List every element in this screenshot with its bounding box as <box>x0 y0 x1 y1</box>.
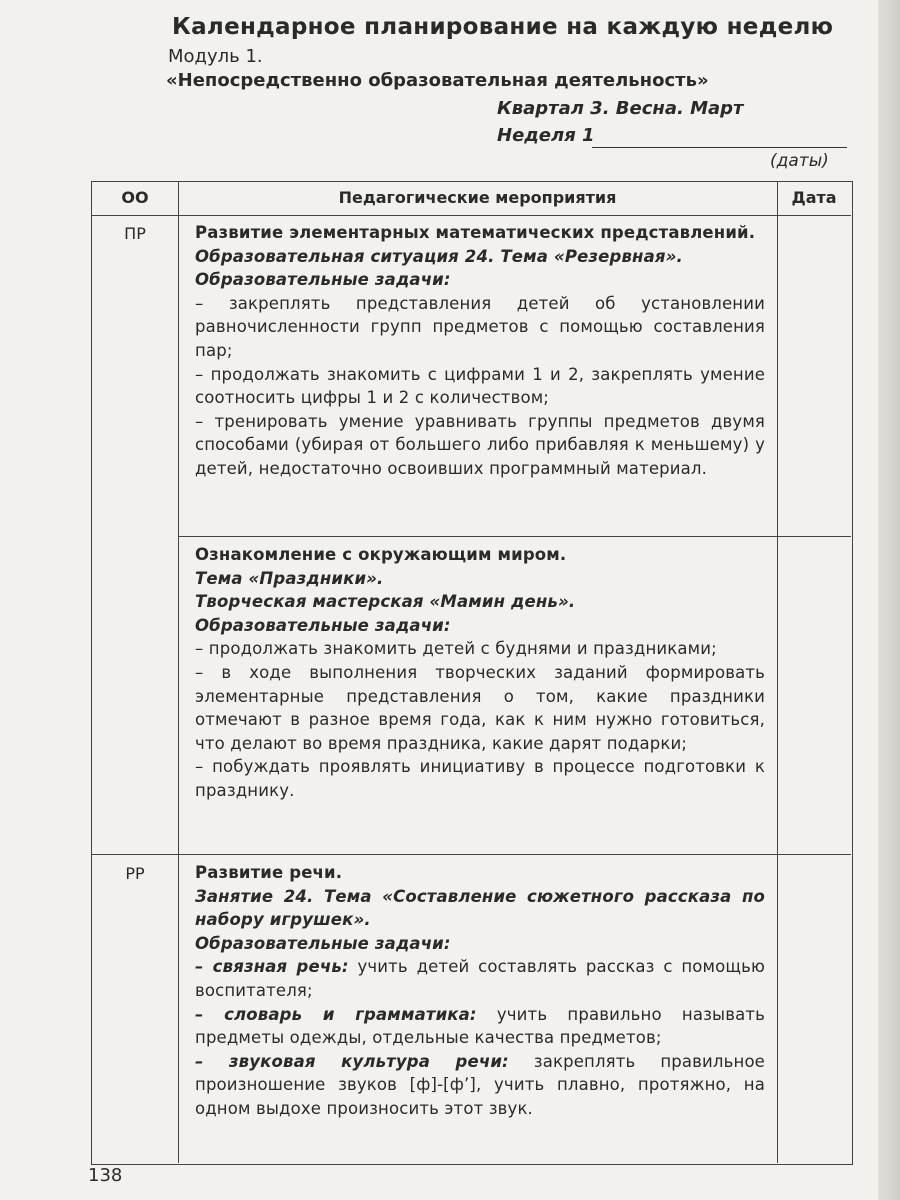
activity-math <box>195 221 765 481</box>
task-item: – продолжать знакомить детей с буднями и праздниками; <box>195 639 717 659</box>
activity-subtitle: Творческая мастерская «Мамин день». <box>195 592 576 612</box>
task-label: – словарь и грамматика: <box>195 1004 477 1024</box>
header-activities: Педагогические мероприятия <box>338 188 617 207</box>
header-divider <box>92 215 851 216</box>
task-item <box>195 1050 765 1121</box>
task-text: учить детей составлять рассказ с помощью воспитателя; <box>195 957 765 1000</box>
task-item: – побуждать проявлять инициативу в процессе подготовки к празднику. <box>195 757 765 800</box>
activity-subtitle: Образовательная ситуация 24. Тема «Резервная». <box>195 246 683 266</box>
task-item: – тренировать умение уравнивать группы предметов двумя способами (убирая от большего либо прибавляя к меньшему) у детей, недостаточно освоивших программный материал. <box>195 411 765 478</box>
activity-title: Развитие речи. <box>195 863 343 882</box>
col-divider-date <box>777 182 778 1163</box>
activity-speech <box>195 861 765 1121</box>
module-number: Модуль 1. <box>168 46 263 67</box>
quarter-label: Квартал 3. Весна. Март <box>497 98 744 119</box>
header-date: Дата <box>791 188 837 207</box>
dates-note: (даты) <box>770 151 829 171</box>
activity-environment <box>195 543 765 803</box>
task-item: – продолжать знакомить с цифрами 1 и 2, закреплять умение соотносить цифры 1 и 2 с количеством; <box>195 364 765 408</box>
task-item: – в ходе выполнения творческих заданий формировать элементарные представления о том, какие праздники отмечают в разное время года, как к ним нужно готовиться, что делают во время праздника, какие дарят подарки; <box>195 662 765 753</box>
task-text: закреплять правильное произношение звуков [ф]-[ф’], учить плавно, протяжно, на одном выдохе произносить этот звук. <box>195 1051 765 1118</box>
task-item: – закреплять представления детей об установлении равночисленности групп предметов с помощью составления пар; <box>195 293 765 360</box>
planning-table <box>91 181 853 1165</box>
activity-subtitle: Занятие 24. Тема «Составление сюжетного рассказа по набору игрушек». <box>195 886 765 930</box>
module-name: «Непосредственно образовательная деятельность» <box>166 70 709 91</box>
oo-label-pr: ПР <box>124 224 146 243</box>
activity-title: Развитие элементарных математических представлений. <box>195 223 756 242</box>
tasks-label: Образовательные задачи: <box>195 933 451 953</box>
week-dates-line <box>592 147 847 148</box>
tasks-label: Образовательные задачи: <box>195 615 451 635</box>
task-label: – звуковая культура речи: <box>195 1051 509 1071</box>
task-label: – связная речь: <box>195 957 349 977</box>
row-divider-2 <box>92 854 851 855</box>
task-text: учить правильно называть предметы одежды, отдельные качества предметов; <box>195 1004 765 1048</box>
row-divider-1 <box>178 536 851 537</box>
page-number: 138 <box>88 1165 123 1186</box>
oo-label-rr: РР <box>125 864 145 883</box>
week-label: Неделя 1 <box>497 125 595 146</box>
activity-subtitle: Тема «Праздники». <box>195 568 384 588</box>
task-item <box>195 955 765 1002</box>
col-divider-oo <box>178 182 179 1163</box>
page-title: Календарное планирование на каждую неделю <box>172 14 834 40</box>
header-oo: ОО <box>121 188 149 207</box>
page-edge <box>878 0 900 1200</box>
task-item <box>195 1003 765 1050</box>
tasks-label: Образовательные задачи: <box>195 270 451 290</box>
activity-title: Ознакомление с окружающим миром. <box>195 545 567 564</box>
